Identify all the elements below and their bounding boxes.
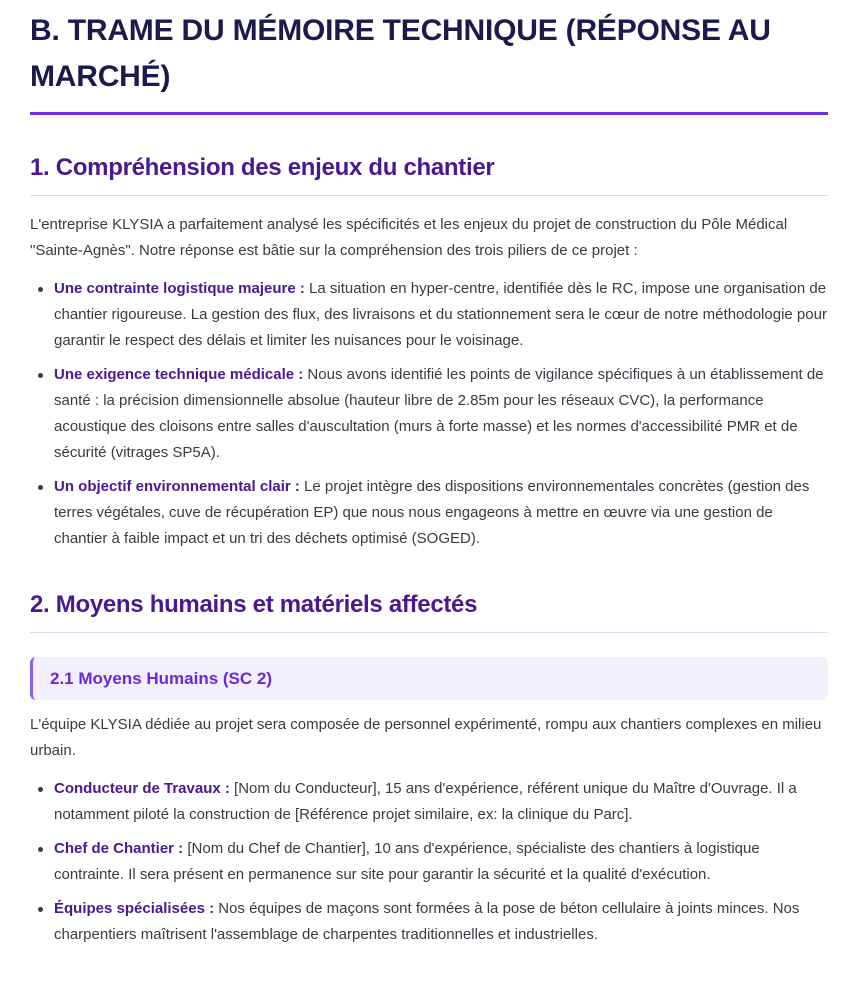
- list-item: [54, 362, 828, 466]
- subsection-header: [30, 657, 828, 700]
- document-title: B. TRAME DU MÉMOIRE TECHNIQUE (RÉPONSE AU MARCHÉ): [30, 0, 828, 115]
- subsection-intro: L'équipe KLYSIA dédiée au projet sera composée de personnel expérimenté, rompu aux chantiers complexes en milieu urbain.: [30, 716, 822, 759]
- bullet-icon: [38, 847, 43, 852]
- bullet-label: Une exigence technique médicale :: [54, 366, 304, 383]
- section-comprehension: [30, 153, 828, 552]
- section-title: 2. Moyens humains et matériels affectés: [30, 590, 828, 633]
- bullet-icon: [38, 485, 43, 490]
- bullet-label: Chef de Chantier :: [54, 840, 184, 857]
- subsection-title: 2.1 Moyens Humains (SC 2): [50, 669, 273, 688]
- bullet-text: [Nom du Conducteur], 15 ans d'expérience, référent unique du Maître d'Ouvrage. Il a notamment piloté la construction de [Référence projet similaire, ex: la clinique du Parc].: [54, 780, 797, 823]
- list-item: [54, 896, 828, 948]
- bullet-text: [Nom du Chef de Chantier], 10 ans d'expérience, spécialiste des chantiers à logistique contrainte. Il sera présent en permanence sur site pour garantir la sécurité et la qualité d'exécution.: [54, 840, 760, 883]
- list-item: [54, 836, 828, 888]
- list-item: [54, 776, 828, 828]
- section-intro: L'entreprise KLYSIA a parfaitement analysé les spécificités et les enjeux du projet de construction du Pôle Médical "Sainte-Agnès". Notre réponse est bâtie sur la compréhension des trois piliers de ce projet :: [30, 216, 788, 259]
- bullet-text: La situation en hyper-centre, identifiée dès le RC, impose une organisation de chantier rigoureuse. La gestion des flux, des livraisons et du stationnement sera le cœur de notre méthodologie pour garantir le respect des délais et limiter les nuisances pour le voisinage.: [54, 280, 827, 349]
- bullet-icon: [38, 787, 43, 792]
- section-moyens: [30, 590, 828, 948]
- bullet-list: [30, 776, 828, 948]
- section-title: 1. Compréhension des enjeux du chantier: [30, 153, 828, 196]
- list-item: [54, 474, 828, 552]
- bullet-label: Conducteur de Travaux :: [54, 780, 230, 797]
- bullet-text: Nous avons identifié les points de vigilance spécifiques à un établissement de santé : la précision dimensionnelle absolue (hauteur libre de 2.85m pour les réseaux CVC), la performance acoustique des cloisons entre salles d'auscultation (murs à forte masse) et les normes d'accessibilité PMR et de sécurité (vitrages SP5A).: [54, 366, 824, 461]
- bullet-icon: [38, 907, 43, 912]
- bullet-label: Équipes spécialisées :: [54, 900, 215, 917]
- list-item: [54, 276, 828, 354]
- bullet-icon: [38, 373, 43, 378]
- bullet-text: Le projet intègre des dispositions environnementales concrètes (gestion des terres végétales, cuve de récupération EP) que nous nous engageons à mettre en œuvre via une gestion de chantier à faible impact et un tri des déchets optimisé (SOGED).: [54, 478, 810, 547]
- bullet-icon: [38, 287, 43, 292]
- bullet-list: [30, 276, 828, 552]
- bullet-text: Nos équipes de maçons sont formées à la pose de béton cellulaire à joints minces. Nos charpentiers maîtrisent l'assemblage de charpentes traditionnelles et industrielles.: [54, 900, 800, 943]
- bullet-label: Une contrainte logistique majeure :: [54, 280, 305, 297]
- bullet-label: Un objectif environnemental clair :: [54, 478, 300, 495]
